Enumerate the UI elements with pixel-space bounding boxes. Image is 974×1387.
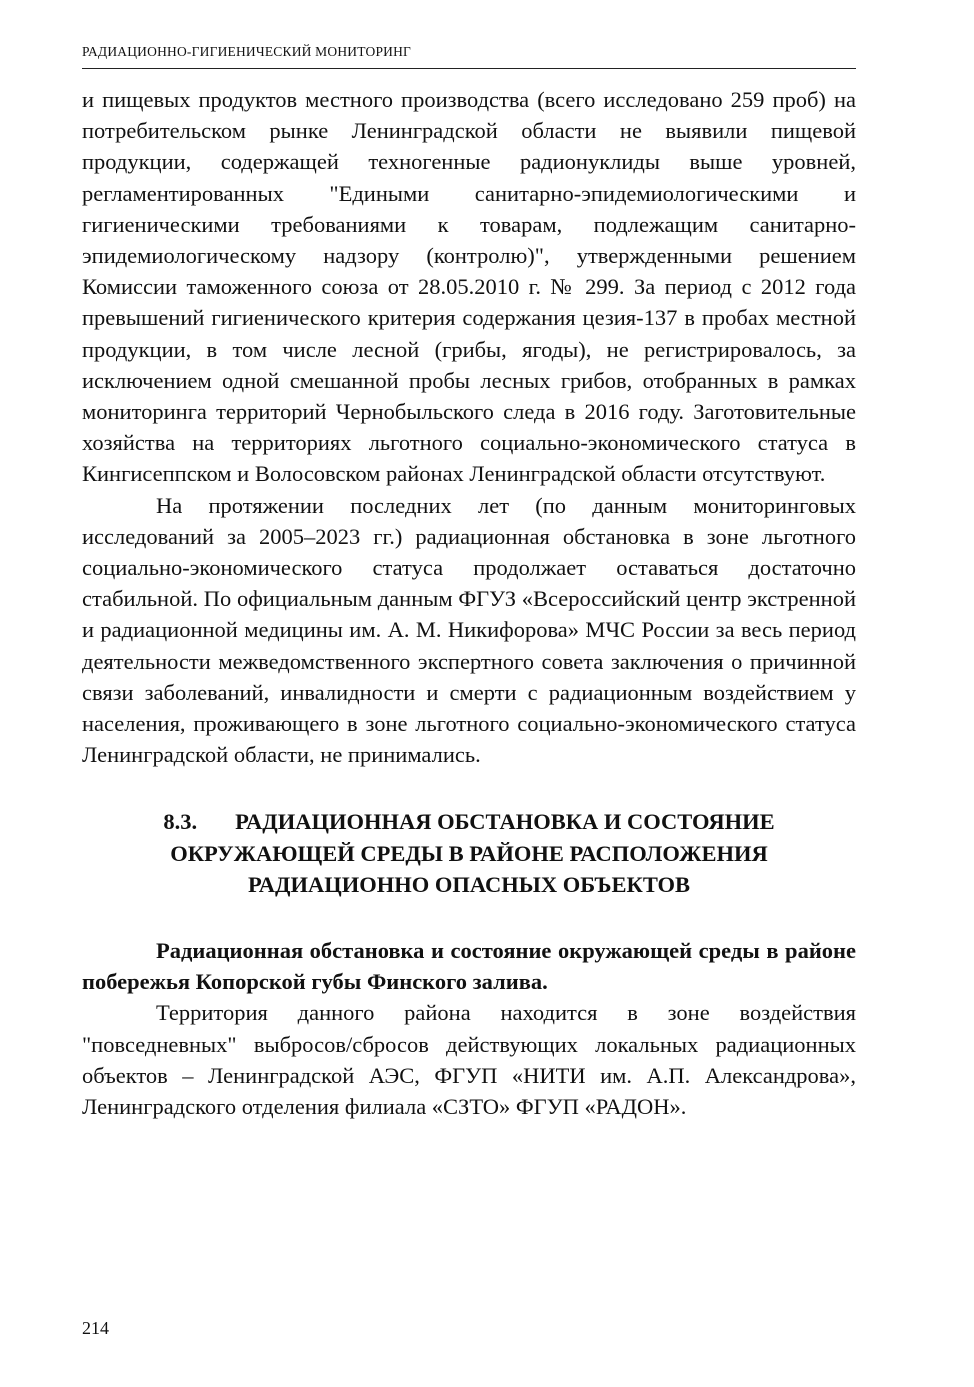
- subsection-heading: Радиационная обстановка и состояние окружающей среды в районе побережья Копорской губы Финского залива.: [82, 937, 856, 995]
- page-number: 214: [82, 1318, 109, 1338]
- body-paragraph-2: На протяжении последних лет (по данным мониторинговых исследований за 2005–2023 гг.) радиационная обстановка в зоне льготного социально-экономического статуса продолжает оставаться достаточно стабильной. По официальным данным ФГУЗ «Всероссийский центр экстренной и радиационной медицины им. А. М. Никифорова» МЧС России за весь период деятельности межведомственного экспертного совета заключения о причинной связи заболеваний, инвалидности и смерти с радиационным воздействием у населения, проживающего в зоне льготного социально-экономического статуса Ленинградской области, не принимались.: [82, 492, 856, 768]
- body-paragraph-3: Территория данного района находится в зоне воздействия "повседневных" выбросов/сбросов действующих локальных радиационных объектов – Ленинградской АЭС, ФГУП «НИТИ им. А.П. Александрова», Ленинградского отделения филиала «СЗТО» ФГУП «РАДОН».: [82, 1000, 856, 1119]
- running-header: РАДИАЦИОННО-ГИГИЕНИЧЕСКИЙ МОНИТОРИНГ: [82, 44, 856, 69]
- body-paragraph-1: и пищевых продуктов местного производства (всего исследовано 259 проб) на потребительском рынке Ленинградской области не выявили пищевой продукции, содержащей техногенные радионуклиды выше уровней, регламентированных "Едиными санитарно-эпидемиологическими и гигиеническими требованиями к товарам, подлежащим санитарно-эпидемиологическому надзору (контролю)", утвержденными решением Комиссии таможенного союза от 28.05.2010 г. № 299. За период с 2012 года превышений гигиенического критерия содержания цезия-137 в пробах местной продукции, в том числе лесной (грибы, ягоды), не регистрировалось, за исключением одной смешанной пробы лесных грибов, отобранных в рамках мониторинга территорий Чернобыльского следа в 2016 году. Заготовительные хозяйства на территориях льготного социально-экономического статуса в Кингисеппском и Волосовском районах Ленинградской области отсутствуют.: [82, 87, 856, 487]
- page-body: [82, 84, 856, 1122]
- section-title-line-2: ОКРУЖАЮЩЕЙ СРЕДЫ В РАЙОНЕ РАСПОЛОЖЕНИЯ: [170, 840, 768, 866]
- section-title-line-3: РАДИАЦИОННО ОПАСНЫХ ОБЪЕКТОВ: [247, 872, 691, 898]
- section-title-line-1: РАДИАЦИОННАЯ ОБСТАНОВКА И СОСТОЯНИЕ: [235, 809, 775, 835]
- section-heading: [82, 806, 856, 901]
- section-number: 8.3.: [163, 809, 198, 835]
